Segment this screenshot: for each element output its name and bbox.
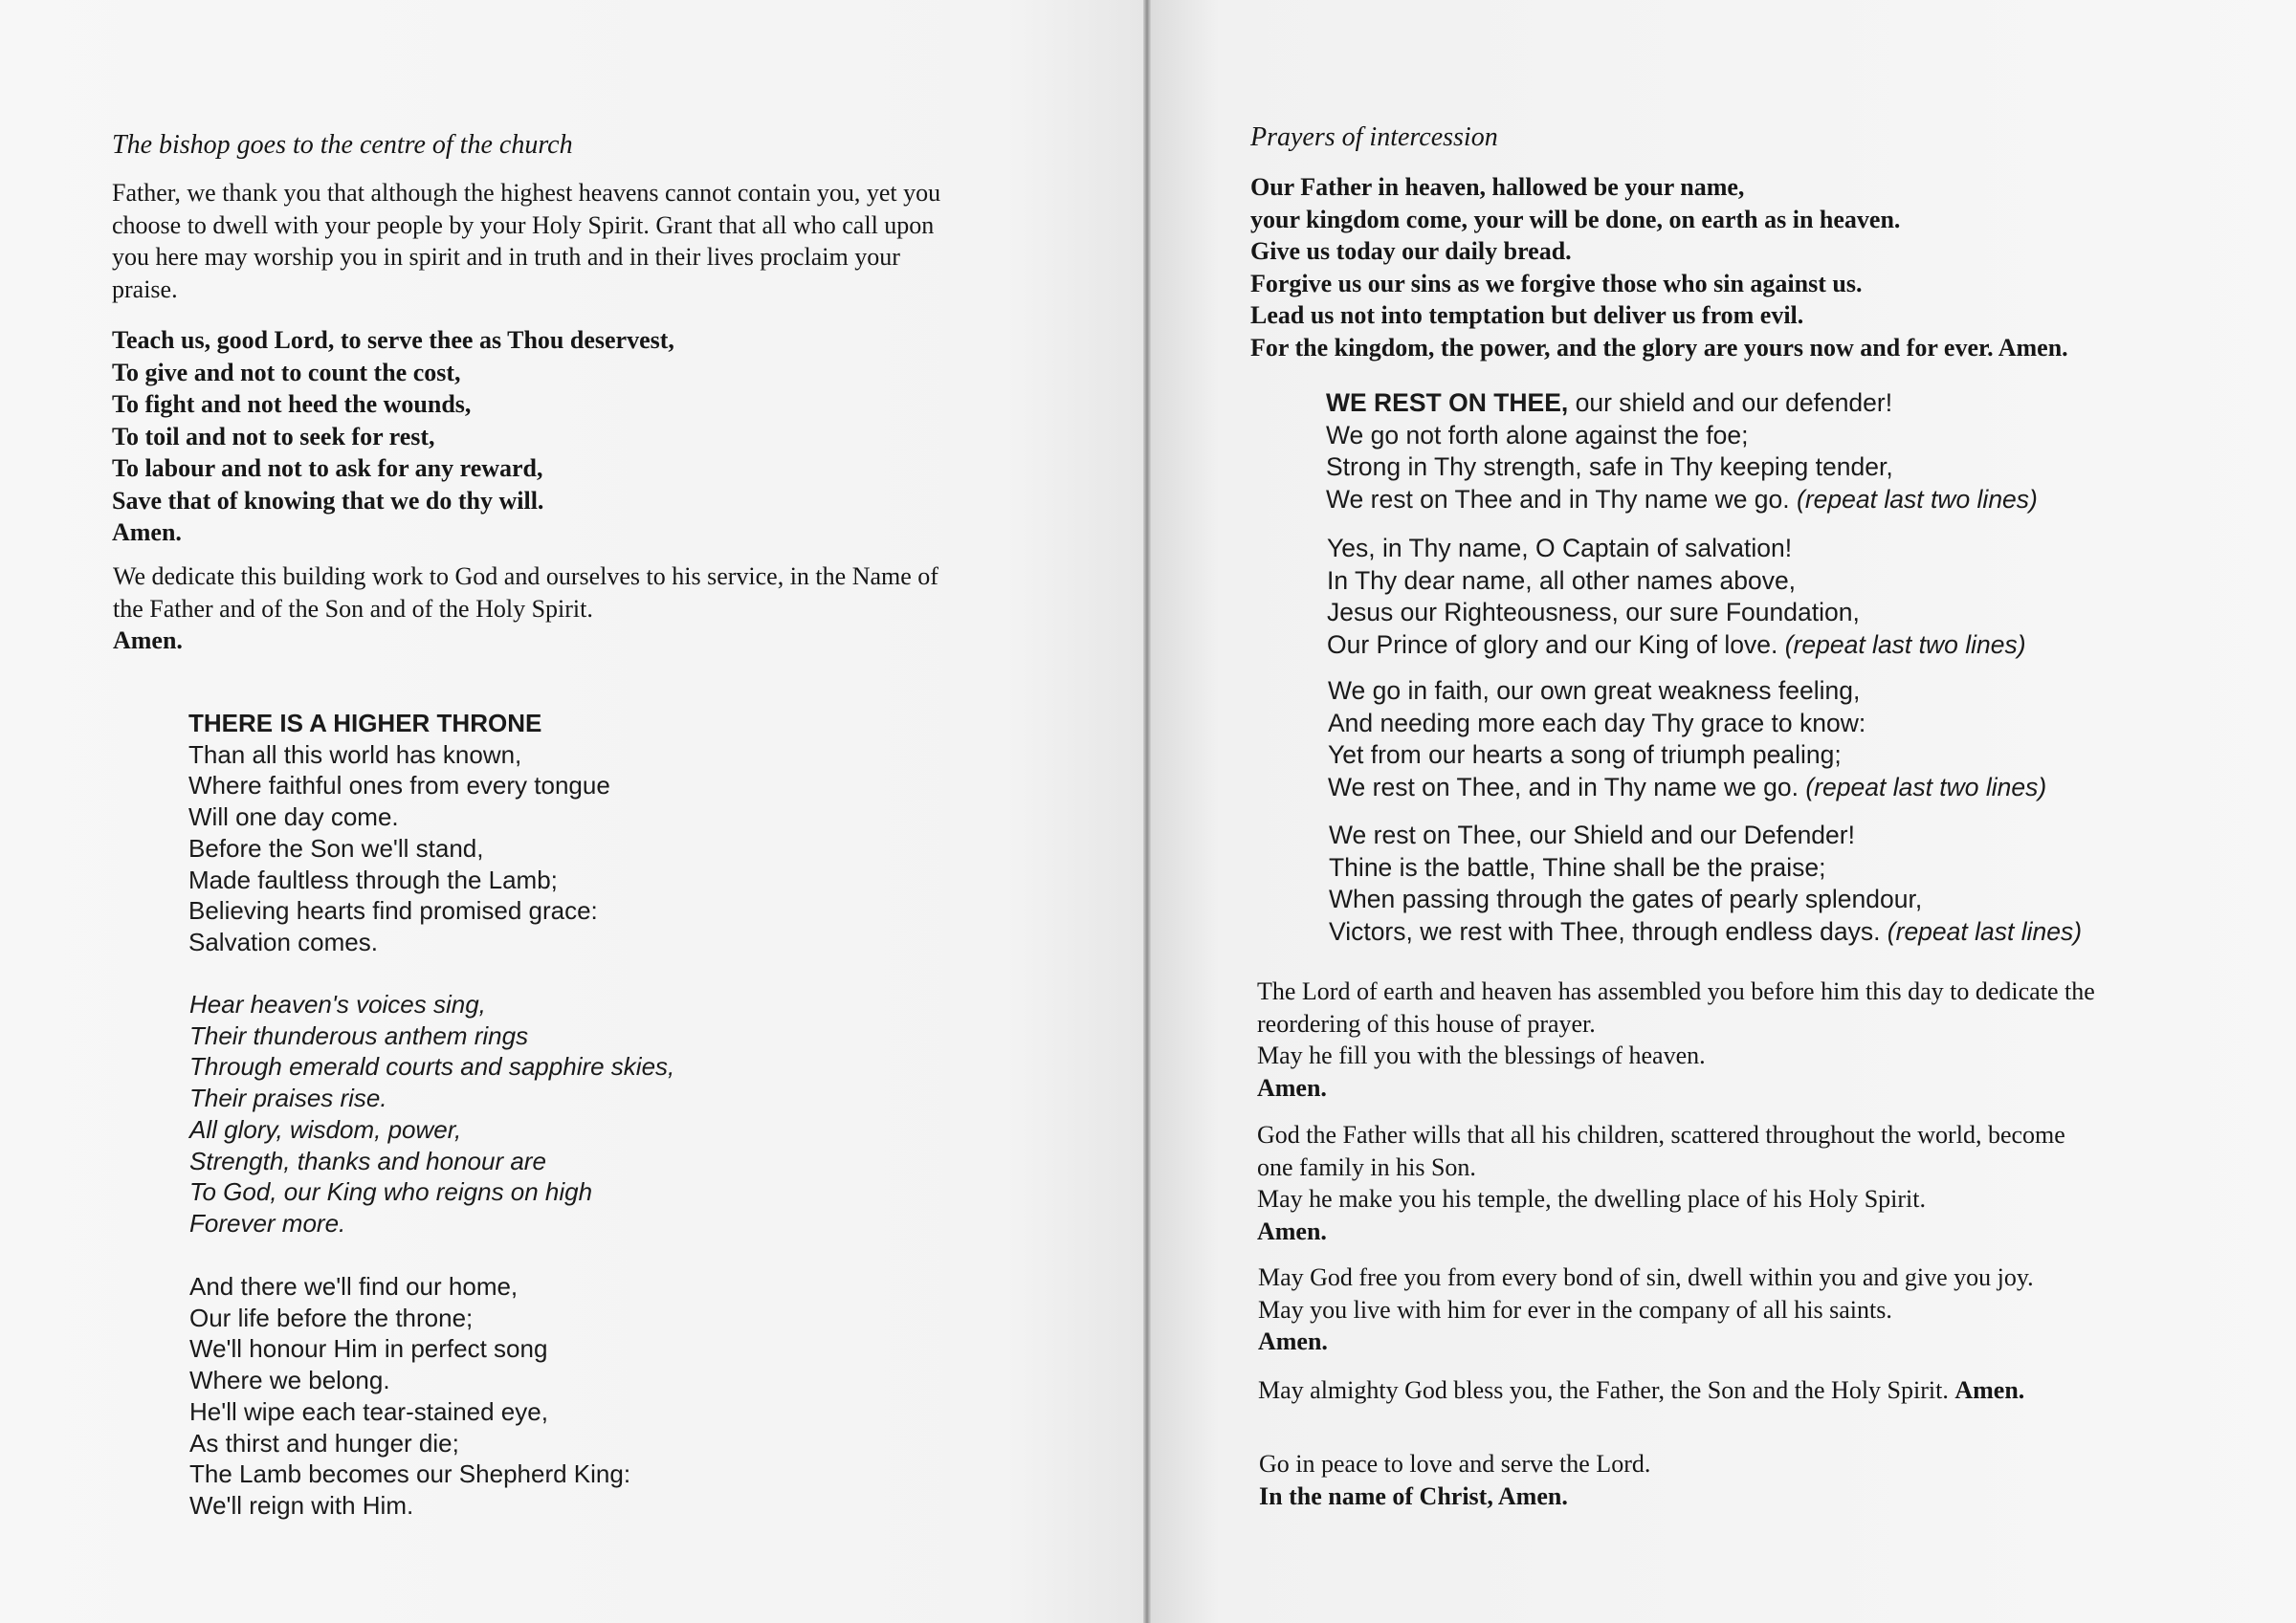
hymn-line xyxy=(1329,916,2082,949)
prayer-line: Teach us, good Lord, to serve thee as Thou deservest, xyxy=(112,326,674,354)
hymn-line: In Thy dear name, all other names above, xyxy=(1327,565,1797,595)
amen: Amen. xyxy=(1258,1327,1328,1355)
repeat-instruction: (repeat last two lines) xyxy=(1805,772,2047,801)
right-page xyxy=(1151,0,2296,1623)
prayer-line: To toil and not to seek for rest, xyxy=(112,422,435,450)
hymn-line: We go in faith, our own great weakness feeling, xyxy=(1328,676,1861,705)
hymn-rest-verse3 xyxy=(1328,675,2046,803)
dismissal-response: In the name of Christ, Amen. xyxy=(1259,1481,1568,1510)
repeat-instruction: (repeat last two lines) xyxy=(1784,629,2026,659)
blessing-line: May he fill you with the blessings of heaven. xyxy=(1257,1042,1706,1069)
hymn-title: WE REST ON THEE, xyxy=(1326,388,1569,417)
blessing-3 xyxy=(1258,1261,2034,1358)
hymn-line: Forever more. xyxy=(189,1208,346,1238)
prayer-line: Forgive us our sins as we forgive those who sin against us. xyxy=(1250,269,1863,297)
lords-prayer xyxy=(1250,171,2068,363)
hymn-line: As thirst and hunger die; xyxy=(189,1428,459,1458)
hymn-rest-verse1 xyxy=(1326,387,2038,515)
repeat-instruction: (repeat last lines) xyxy=(1887,916,2083,946)
prayer-line: Save that of knowing that we do thy will. xyxy=(112,486,544,515)
blessing-line: May he make you his temple, the dwelling place of his Holy Spirit. xyxy=(1257,1185,1926,1213)
blessing-line: one family in his Son. xyxy=(1257,1152,1476,1181)
hymn-line xyxy=(1326,484,2038,516)
dedication-statement xyxy=(113,560,938,657)
hymn-line: We'll reign with Him. xyxy=(189,1490,414,1520)
hymn-line: Thine is the battle, Thine shall be the praise; xyxy=(1329,852,1826,882)
hymn-line: We go not forth alone against the foe; xyxy=(1326,420,1749,450)
prayer-line: you here may worship you in spirit and in truth and in their lives proclaim your xyxy=(112,243,900,271)
blessing-line: May God free you from every bond of sin, dwell within you and give you joy. xyxy=(1258,1263,2034,1291)
hymn-line: Made faultless through the Lamb; xyxy=(188,865,558,894)
hymn-line: We rest on Thee, our Shield and our Defender! xyxy=(1329,821,1855,849)
hymn-line: Where we belong. xyxy=(189,1366,390,1395)
blessing-line: The Lord of earth and heaven has assembled you before him this day to dedicate the xyxy=(1257,977,2095,1005)
blessing-1 xyxy=(1257,976,2095,1104)
dismissal xyxy=(1259,1448,1650,1512)
prayer-line: Give us today our daily bread. xyxy=(1250,237,1572,265)
hymn-line-text: Victors, we rest with Thee, through endless days. xyxy=(1329,916,1888,946)
hymn-line-text: We rest on Thee, and in Thy name we go. xyxy=(1328,772,1806,801)
blessing-text: May almighty God bless you, the Father, the Son and the Holy Spirit. xyxy=(1258,1376,1955,1404)
dedication-line: the Father and of the Son and of the Holy Spirit. xyxy=(113,594,593,623)
hymn-higher-throne-verse1 xyxy=(188,708,610,958)
prayer-line: choose to dwell with your people by your Holy Spirit. Grant that all who call upon xyxy=(112,210,935,239)
hymn-higher-throne-verse2 xyxy=(189,1271,630,1522)
hymn-line: When passing through the gates of pearly splendour, xyxy=(1329,885,1923,913)
amen: Amen. xyxy=(113,626,183,654)
hymn-line: And there we'll find our home, xyxy=(189,1272,519,1301)
binding-fold xyxy=(1143,0,1151,1623)
hymn-line-rest: our shield and our defender! xyxy=(1568,388,1893,417)
hymn-line: Through emerald courts and sapphire skies, xyxy=(189,1052,675,1082)
prayer-line: Lead us not into temptation but deliver us from evil. xyxy=(1250,301,1804,329)
hymn-line: We'll honour Him in perfect song xyxy=(189,1334,548,1364)
dedication-prayer xyxy=(112,177,940,305)
dismissal-line: Go in peace to love and serve the Lord. xyxy=(1259,1450,1651,1478)
hymn-line: Will one day come. xyxy=(188,802,399,832)
hymn-line: All glory, wisdom, power, xyxy=(189,1114,462,1144)
hymn-line: Their thunderous anthem rings xyxy=(189,1020,529,1050)
left-page xyxy=(0,0,1145,1623)
hymn-line xyxy=(1328,772,2046,804)
hymn-line-text: We rest on Thee and in Thy name we go. xyxy=(1326,484,1798,514)
prayer-line: praise. xyxy=(112,274,178,303)
prayer-line: Father, we thank you that although the highest heavens cannot contain you, yet you xyxy=(112,179,941,207)
hymn-line: Believing hearts find promised grace: xyxy=(188,896,598,926)
hymn-line: Strength, thanks and honour are xyxy=(189,1146,546,1175)
prayer-st-ignatius xyxy=(112,324,674,549)
rubric-bishop: The bishop goes to the centre of the church xyxy=(112,130,573,160)
hymn-line xyxy=(1326,387,2038,420)
hymn-line-text: Our Prince of glory and our King of love. xyxy=(1327,629,1785,659)
hymn-line: He'll wipe each tear-stained eye, xyxy=(189,1396,548,1426)
hymn-line: Jesus our Righteousness, our sure Foundation, xyxy=(1327,598,1860,626)
hymn-rest-verse4 xyxy=(1329,820,2082,948)
blessing-2 xyxy=(1257,1119,2065,1247)
repeat-instruction: (repeat last two lines) xyxy=(1797,484,2038,514)
amen: Amen. xyxy=(112,518,182,546)
hymn-rest-verse2 xyxy=(1327,533,2026,661)
prayer-line: Our Father in heaven, hallowed be your name, xyxy=(1250,173,1745,201)
hymn-line: To God, our King who reigns on high xyxy=(189,1177,593,1207)
blessing-line: reordering of this house of prayer. xyxy=(1257,1009,1596,1038)
prayer-line: To labour and not to ask for any reward, xyxy=(112,454,543,482)
hymn-line: And needing more each day Thy grace to know: xyxy=(1328,708,1866,737)
hymn-line: Salvation comes. xyxy=(188,927,378,956)
hymn-line: The Lamb becomes our Shepherd King: xyxy=(189,1459,631,1489)
hymn-line: Their praises rise. xyxy=(189,1084,387,1113)
blessing-line: God the Father wills that all his children, scattered throughout the world, become xyxy=(1257,1121,2065,1149)
amen: Amen. xyxy=(1257,1073,1327,1102)
prayer-line: To fight and not heed the wounds, xyxy=(112,390,472,418)
hymn-line: Hear heaven's voices sing, xyxy=(189,990,486,1019)
blessing-line: May you live with him for ever in the company of all his saints. xyxy=(1258,1295,1892,1324)
amen: Amen. xyxy=(1257,1217,1327,1245)
hymn-higher-throne-chorus xyxy=(189,989,674,1239)
rubric-intercession: Prayers of intercession xyxy=(1250,122,1498,152)
prayer-line: To give and not to count the cost, xyxy=(112,358,461,386)
hymn-line: Where faithful ones from every tongue xyxy=(188,771,610,801)
hymn-line: Before the Son we'll stand, xyxy=(188,833,484,863)
hymn-line xyxy=(1327,629,2026,662)
hymn-line: Than all this world has known, xyxy=(188,739,522,769)
hymn-title: THERE IS A HIGHER THRONE xyxy=(188,709,542,737)
prayer-line: your kingdom come, your will be done, on earth as in heaven. xyxy=(1250,205,1901,233)
hymn-line: Our life before the throne; xyxy=(189,1303,474,1332)
prayer-line: For the kingdom, the power, and the glory are yours now and for ever. Amen. xyxy=(1250,333,2068,362)
hymn-line: Yes, in Thy name, O Captain of salvation! xyxy=(1327,534,1793,562)
hymn-line: Yet from our hearts a song of triumph pealing; xyxy=(1328,740,1842,769)
blessing-line xyxy=(1258,1374,2024,1407)
final-blessing xyxy=(1258,1374,2024,1407)
dedication-line: We dedicate this building work to God and ourselves to his service, in the Name of xyxy=(113,562,938,590)
amen: Amen. xyxy=(1954,1376,2025,1404)
hymn-line: Strong in Thy strength, safe in Thy keeping tender, xyxy=(1326,452,1893,481)
